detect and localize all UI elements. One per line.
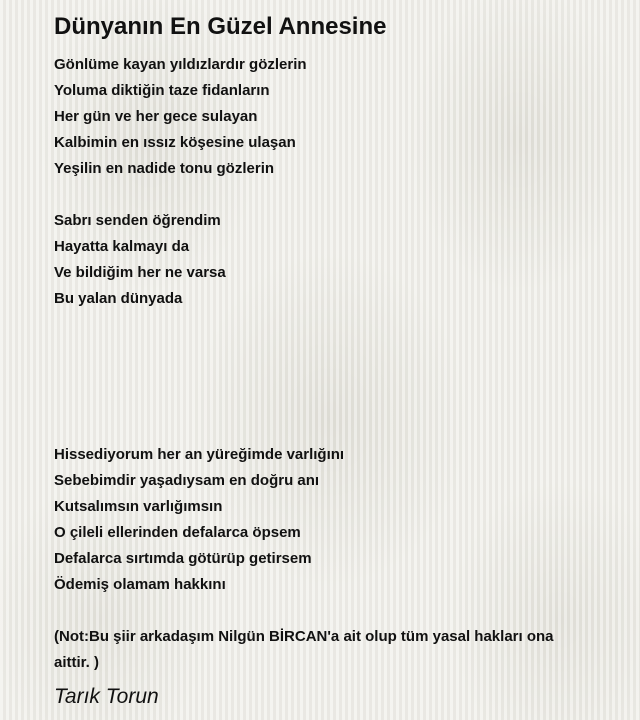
stanza-spacer — [54, 182, 614, 208]
poem-line: Kalbimin en ıssız köşesine ulaşan — [54, 134, 296, 151]
poem-author: Tarık Torun — [54, 685, 159, 708]
poem-line: Kutsalımsın varlığımsın — [54, 498, 223, 515]
poem-line: Yoluma diktiğin taze fidanların — [54, 82, 270, 99]
stanza-spacer — [54, 312, 614, 442]
poem-line: Her gün ve her gece sulayan — [54, 108, 258, 125]
poem-line: Defalarca sırtımda götürüp getirsem — [54, 550, 312, 567]
poem-container — [54, 12, 614, 710]
poem-line: Bu yalan dünyada — [54, 290, 183, 307]
poem-line: Hayatta kalmayı da — [54, 238, 190, 255]
poem-title: Dünyanın En Güzel Annesine — [54, 13, 387, 40]
stanza-3 — [54, 442, 614, 598]
poem-note: (Not:Bu şiir arkadaşım Nilgün BİRCAN'a ait olup tüm yasal hakları ona aittir. ) — [54, 628, 554, 671]
poem-line: Gönlüme kayan yıldızlardır gözlerin — [54, 56, 307, 73]
poem-line: Ödemiş olamam hakkını — [54, 576, 226, 593]
poem-line: Ve bildiğim her ne varsa — [54, 264, 226, 281]
poem-line: O çileli ellerinden defalarca öpsem — [54, 524, 301, 541]
poem-line: Yeşilin en nadide tonu gözlerin — [54, 160, 275, 177]
poem-line: Sebebimdir yaşadıysam en doğru anı — [54, 472, 320, 489]
stanza-2 — [54, 208, 614, 312]
poem-line: Hissediyorum her an yüreğimde varlığını — [54, 446, 345, 463]
stanza-1 — [54, 52, 614, 182]
poem-line: Sabrı senden öğrendim — [54, 212, 221, 229]
